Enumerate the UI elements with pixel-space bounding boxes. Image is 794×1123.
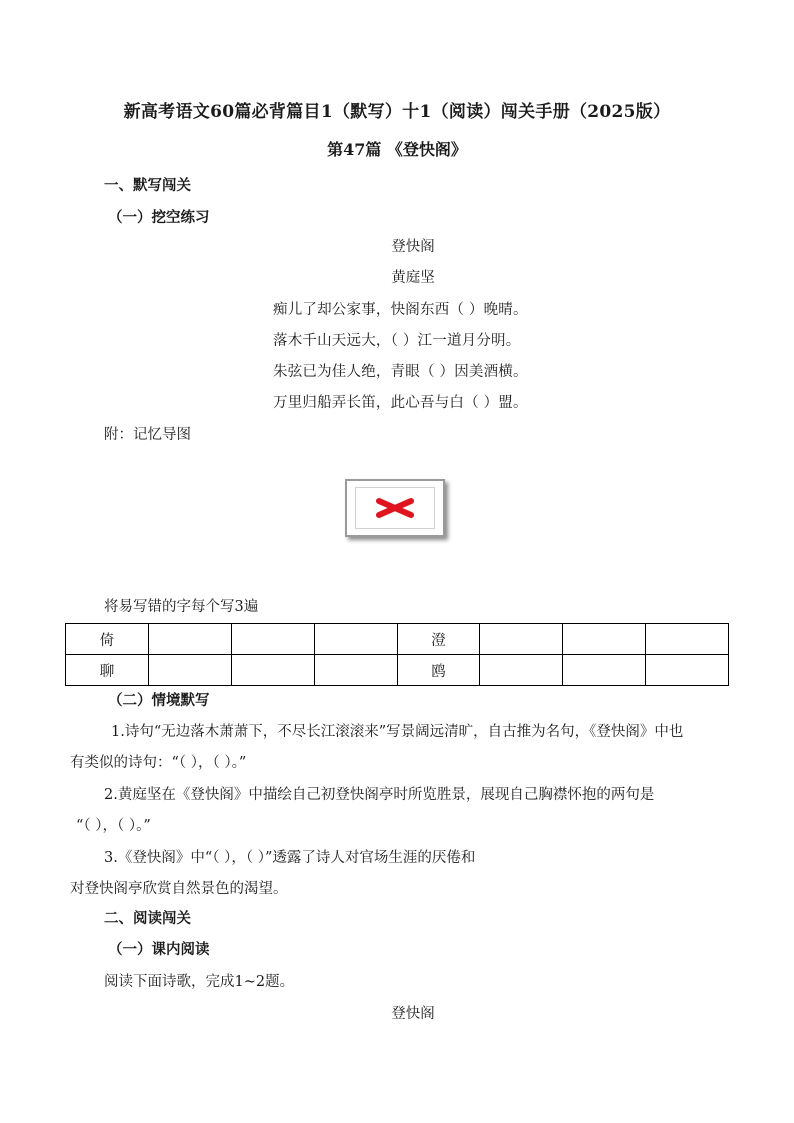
table-cell bbox=[563, 655, 646, 686]
poem-line-4: 万里归船弄长笛，此心吾与白（ ）盟。 bbox=[273, 395, 528, 411]
red-x-icon bbox=[355, 487, 435, 529]
table-cell bbox=[314, 624, 397, 655]
reading-instruction: 阅读下面诗歌，完成1~2题。 bbox=[104, 974, 295, 990]
poem-title: 登快阁 bbox=[391, 239, 435, 255]
table-cell bbox=[314, 655, 397, 686]
table-cell: 倚 bbox=[66, 624, 149, 655]
question-2-line-1: 2.黄庭坚在《登快阁》中描绘自己初登快阁亭时所览胜景，展现自己胸襟怀抱的两句是 bbox=[104, 787, 655, 803]
fill-blank-heading: （一）挖空练习 bbox=[108, 209, 210, 226]
table-cell: 鸥 bbox=[397, 655, 480, 686]
question-3-line-2: 对登快阁亭欣赏自然景色的渴望。 bbox=[70, 881, 288, 897]
table-cell bbox=[148, 624, 231, 655]
poem-line-3: 朱弦已为佳人绝，青眼（ ）因美酒横。 bbox=[273, 364, 528, 380]
section1-heading: 一、默写闯关 bbox=[104, 177, 191, 194]
article-subtitle: 第47篇 《登快阁》 bbox=[327, 140, 467, 159]
table-cell bbox=[563, 624, 646, 655]
appendix-label: 附：记忆导图 bbox=[104, 427, 191, 443]
table-cell bbox=[231, 655, 314, 686]
table-cell bbox=[480, 655, 563, 686]
question-2-line-2: “（ ），（ ）。” bbox=[76, 818, 151, 834]
broken-image-placeholder bbox=[345, 479, 445, 537]
table-cell bbox=[231, 624, 314, 655]
poem-line-2: 落木千山天远大，（ ）江一道月分明。 bbox=[273, 333, 521, 349]
table-row bbox=[66, 624, 729, 655]
section2-heading: 二、阅读闯关 bbox=[104, 910, 191, 927]
context-fill-heading: （二）情境默写 bbox=[108, 692, 210, 709]
table-cell bbox=[148, 655, 231, 686]
table-cell: 聊 bbox=[66, 655, 149, 686]
table-cell: 澄 bbox=[397, 624, 480, 655]
reading-poem-title: 登快阁 bbox=[391, 1006, 435, 1022]
question-3-line-1: 3.《登快阁》中“（ ），（ ）”透露了诗人对官场生涯的厌倦和 bbox=[104, 850, 476, 866]
document-title: 新高考语文60篇必背篇目1（默写）十1（阅读）闯关手册（2025版） bbox=[123, 102, 671, 122]
poem-line-1: 痴儿了却公家事，快阁东西（ ）晚晴。 bbox=[273, 302, 528, 318]
question-1-line-1: 1.诗句“无边落木萧萧下，不尽长江滚滚来”写景阔远清旷，自古推为名句，《登快阁》中也 bbox=[111, 724, 684, 740]
practice-table bbox=[65, 623, 729, 686]
poem-author: 黄庭坚 bbox=[391, 270, 435, 286]
table-row bbox=[66, 655, 729, 686]
table-cell bbox=[646, 655, 729, 686]
table-cell bbox=[646, 624, 729, 655]
question-1-line-2: 有类似的诗句：“（ ），（ ）。” bbox=[70, 755, 247, 771]
practice-instruction: 将易写错的字每个写3遍 bbox=[104, 599, 259, 615]
in-class-reading-heading: （一）课内阅读 bbox=[108, 941, 210, 958]
table-cell bbox=[480, 624, 563, 655]
